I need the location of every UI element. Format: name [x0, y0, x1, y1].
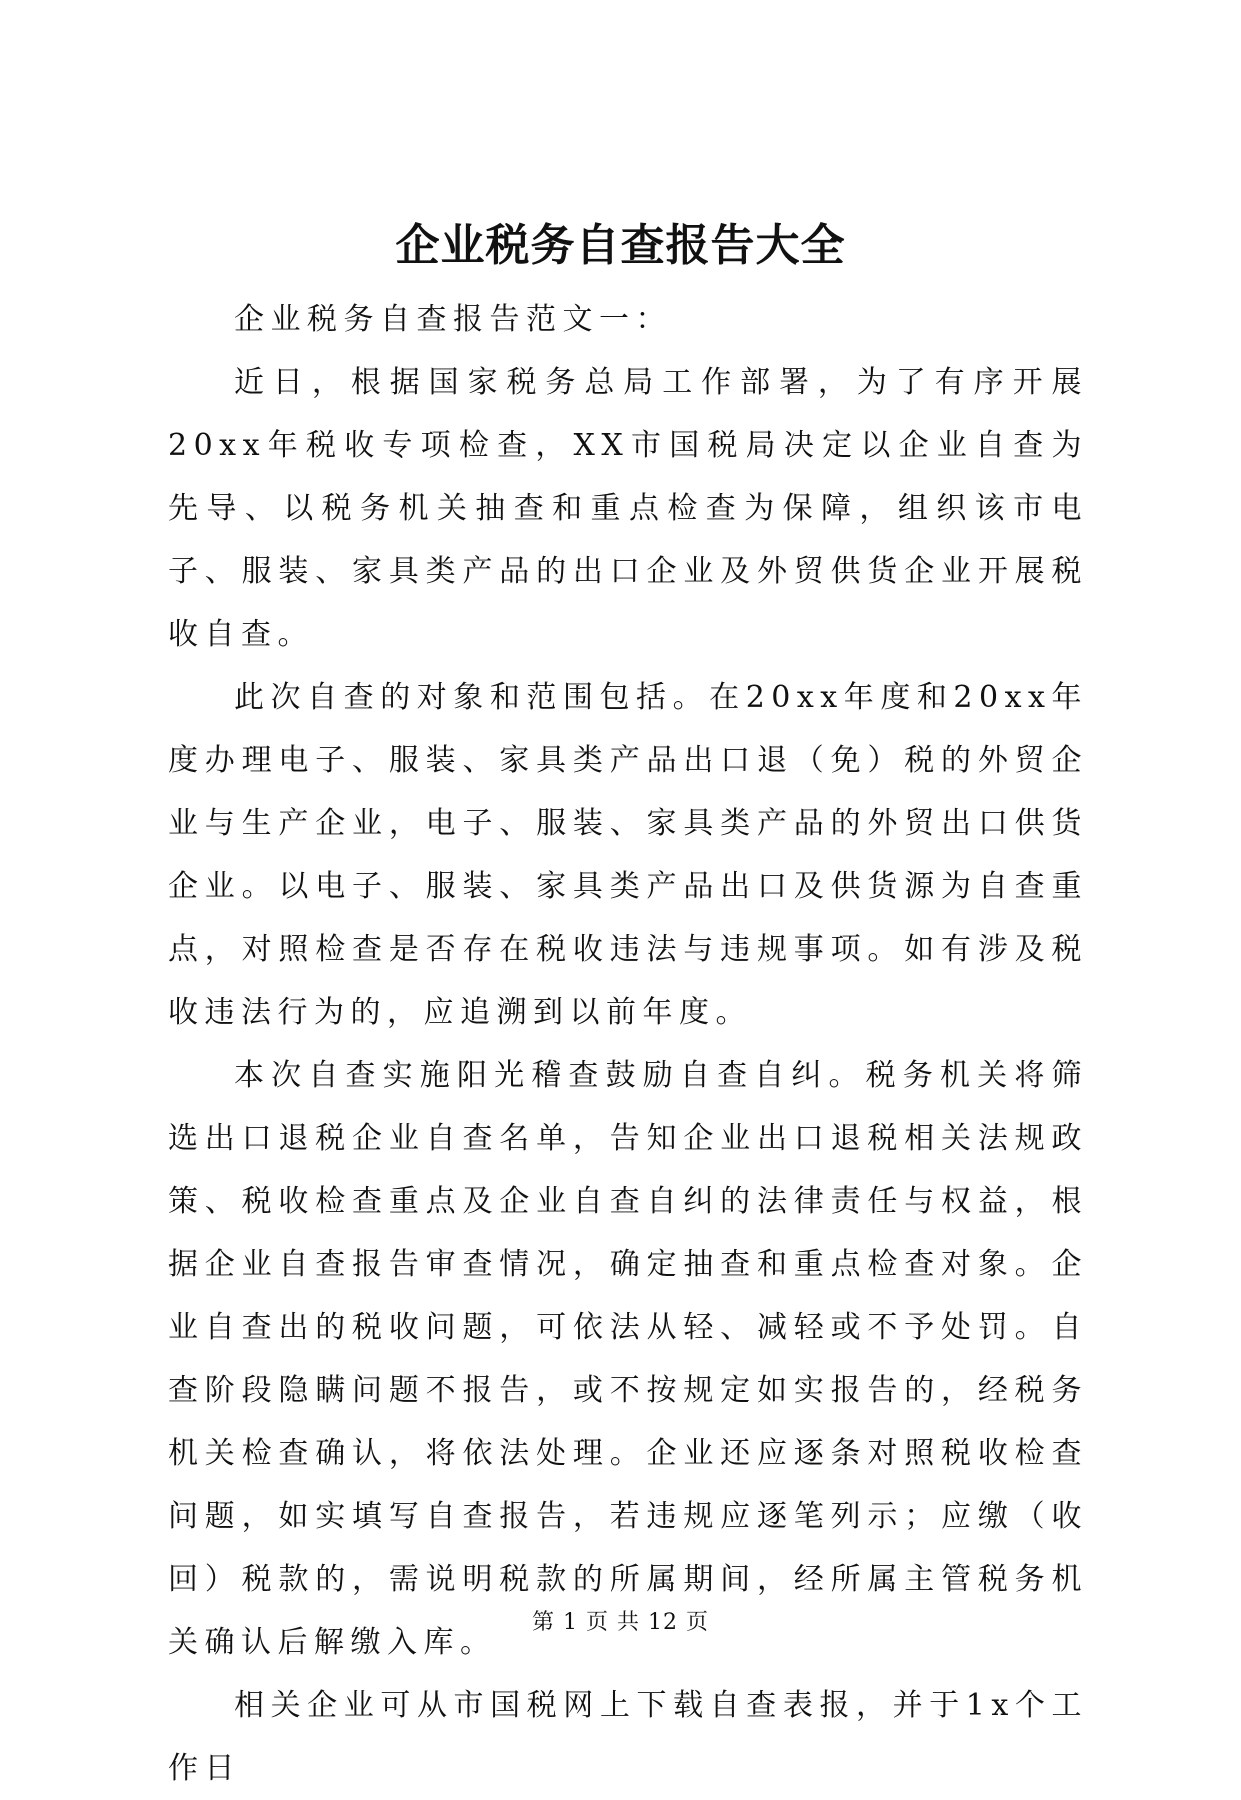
page-number: 第 1 页 共 12 页	[532, 1610, 709, 1635]
document-body	[168, 288, 1088, 1800]
document-title: 企业税务自查报告大全	[395, 220, 846, 271]
paragraph: 此次自查的对象和范围包括。在20xx年度和20xx年度办理电子、服装、家具类产品出口退（免）税的外贸企业与生产企业，电子、服装、家具类产品的外贸出口供货企业。以电子、服装、家具类产品出口及供货源为自查重点，对照检查是否存在税收违法与违规事项。如有涉及税收违法行为的，应追溯到以前年度。	[168, 680, 1088, 1030]
paragraph: 企业税务自查报告范文一：	[234, 302, 672, 337]
paragraph: 近日，根据国家税务总局工作部署，为了有序开展20xx年税收专项检查，XX市国税局决定以企业自查为先导、以税务机关抽查和重点检查为保障，组织该市电子、服装、家具类产品的出口企业及外贸供货企业开展税收自查。	[168, 365, 1088, 652]
paragraph: 本次自查实施阳光稽查鼓励自查自纠。税务机关将筛选出口退税企业自查名单，告知企业出口退税相关法规政策、税收检查重点及企业自查自纠的法律责任与权益，根据企业自查报告审查情况，确定抽查和重点检查对象。企业自查出的税收问题，可依法从轻、减轻或不予处罚。自查阶段隐瞒问题不报告，或不按规定如实报告的，经税务机关检查确认，将依法处理。企业还应逐条对照税收检查问题，如实填写自查报告，若违规应逐笔列示；应缴（收回）税款的，需说明税款的所属期间，经所属主管税务机关确认后解缴入库。	[168, 1058, 1088, 1660]
paragraph: 相关企业可从市国税网上下载自查表报，并于1x个工作日	[168, 1688, 1088, 1786]
